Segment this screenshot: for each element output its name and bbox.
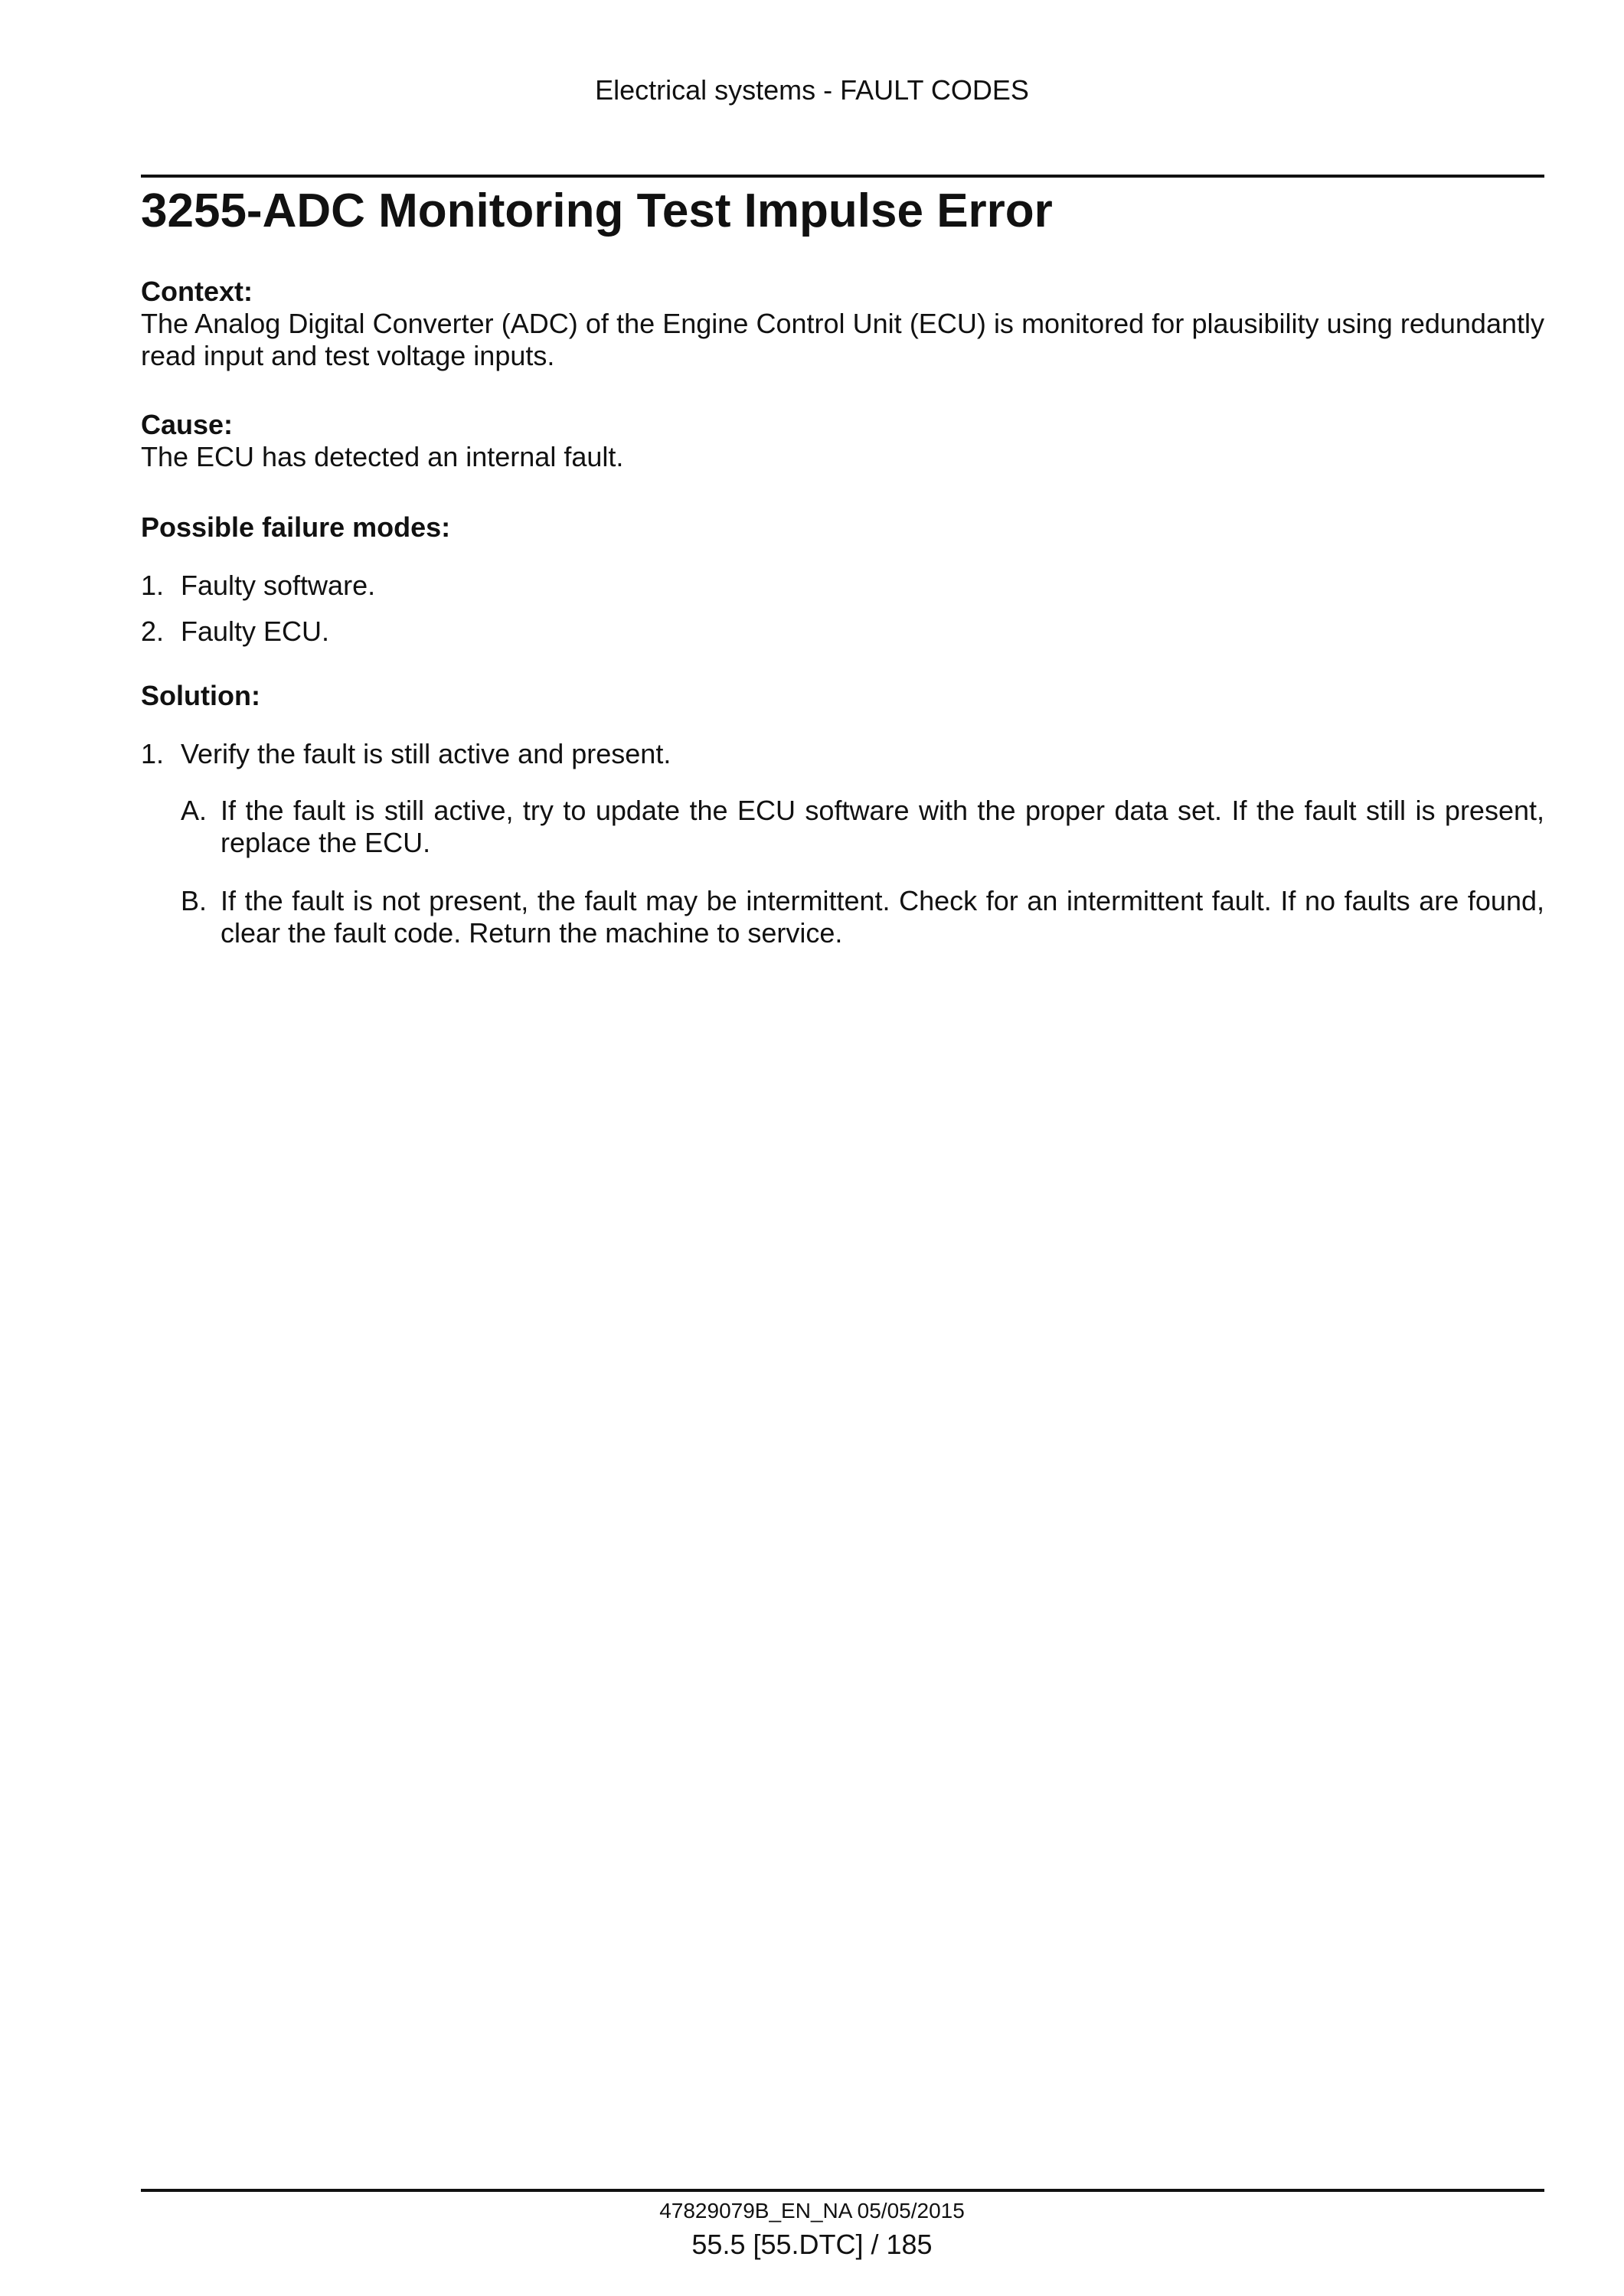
list-marker: 2.	[141, 616, 165, 647]
footer-rule	[141, 2189, 1544, 2192]
solution-substep	[181, 795, 1544, 859]
substep-text: If the fault is not present, the fault may be intermittent. Check for an intermittent fault. If no faults are found, clear the fault code. Return the machine to service.	[221, 885, 1544, 949]
solution-step	[141, 738, 1544, 949]
failure-modes-list	[141, 570, 1544, 648]
solution-label: Solution:	[141, 680, 260, 711]
context-text: The Analog Digital Converter (ADC) of the Engine Control Unit (ECU) is monitored for plausibility using redundantly read input and test voltage inputs.	[141, 308, 1544, 371]
footer-page-reference: 55.5 [55.DTC] / 185	[691, 2229, 933, 2260]
substep-marker: A.	[181, 795, 207, 826]
list-item-text: Faulty software.	[181, 570, 376, 601]
failure-modes-label: Possible failure modes:	[141, 511, 451, 543]
substeps-list	[181, 795, 1544, 949]
context-section	[141, 276, 1544, 372]
step-marker: 1.	[141, 738, 165, 769]
step-text: Verify the fault is still active and present.	[181, 738, 671, 769]
substep-marker: B.	[181, 885, 207, 916]
list-item-text: Faulty ECU.	[181, 616, 330, 647]
running-header: Electrical systems - FAULT CODES	[595, 74, 1029, 106]
list-item	[141, 616, 1544, 648]
substep-text: If the fault is still active, try to update the ECU software with the proper data set. If the fault still is present, replace the ECU.	[221, 795, 1544, 858]
context-label: Context:	[141, 276, 253, 307]
cause-text: The ECU has detected an internal fault.	[141, 441, 624, 472]
list-marker: 1.	[141, 570, 165, 601]
footer-document-code: 47829079B_EN_NA 05/05/2015	[659, 2199, 965, 2223]
solution-section	[141, 680, 1544, 949]
cause-section	[141, 409, 1544, 473]
failure-modes-section	[141, 511, 1544, 648]
solution-steps-list	[141, 738, 1544, 949]
list-item	[141, 570, 1544, 602]
document-body	[141, 178, 1544, 975]
page-title: 3255-ADC Monitoring Test Impulse Error	[141, 185, 1053, 237]
solution-substep	[181, 885, 1544, 949]
cause-label: Cause:	[141, 409, 234, 440]
